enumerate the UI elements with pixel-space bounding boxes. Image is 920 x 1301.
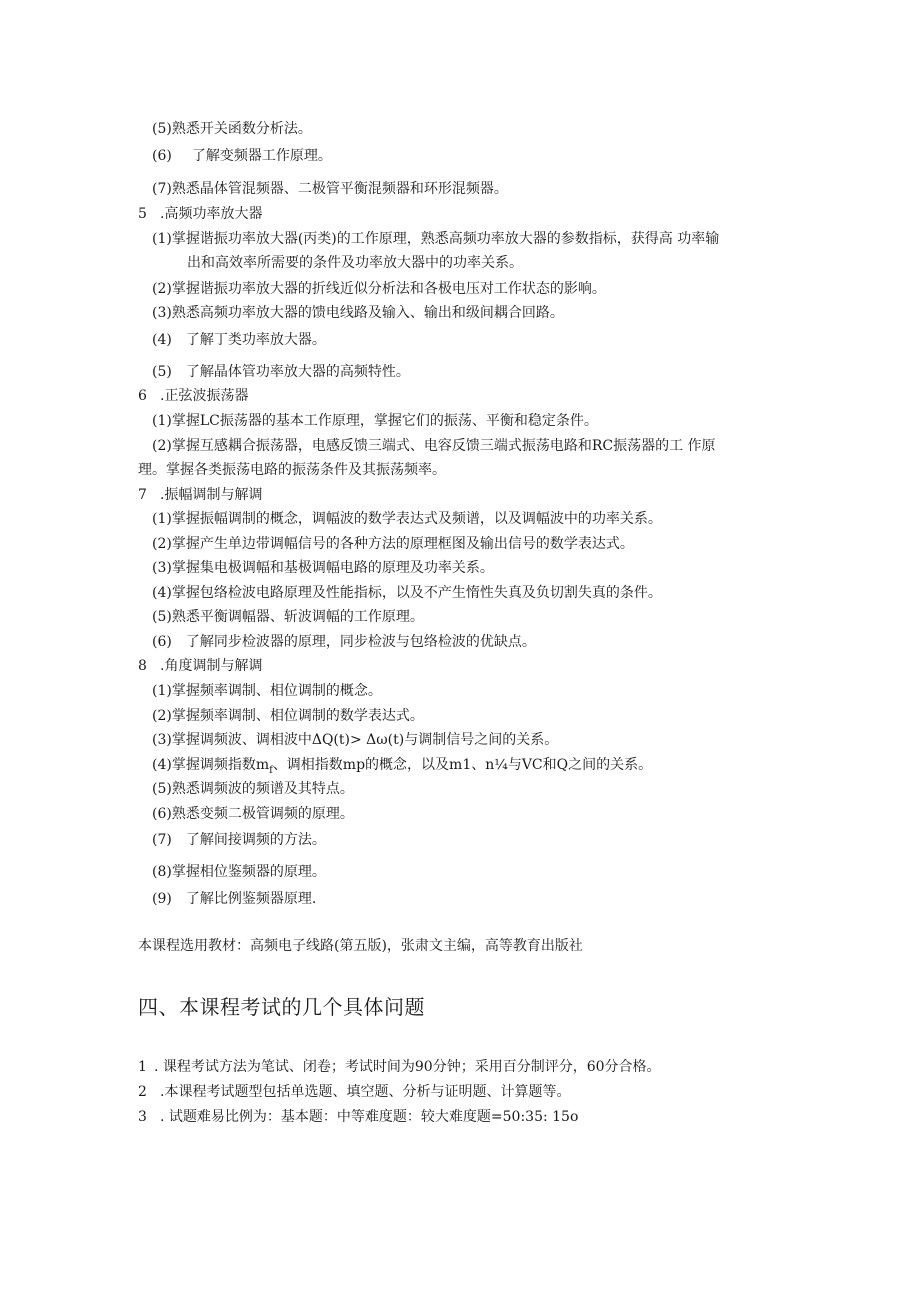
item-7-5: (5)熟悉平衡调幅器、斩波调幅的工作原理。 bbox=[152, 609, 424, 625]
item-7-2: (2)掌握产生单边带调幅信号的各种方法的原理框图及输出信号的数学表达式。 bbox=[152, 536, 634, 552]
section-6-title bbox=[138, 387, 248, 405]
section-number: 8 bbox=[138, 658, 147, 674]
item-5-3: (3)熟悉高频功率放大器的馈电线路及输入、输出和级间耦合回路。 bbox=[152, 305, 564, 321]
item-text: 了解变频器工作原理。 bbox=[191, 148, 332, 164]
exam-item-1 bbox=[138, 1058, 661, 1076]
textbook-note: 本课程选用教材：高频电子线路(第五版)，张肃文主编，高等教育出版社 bbox=[138, 938, 583, 954]
item-6-1: (1)掌握LC振荡器的基本工作原理，掌握它们的振荡、平衡和稳定条件。 bbox=[152, 413, 598, 429]
section-title: .振幅调制与解调 bbox=[160, 487, 263, 503]
exam-item-2 bbox=[138, 1083, 570, 1101]
item-8-7 bbox=[152, 831, 326, 849]
item-text: 了解同步检波器的原理，同步检波与包络检波的优缺点。 bbox=[185, 634, 536, 650]
item-number: 2 bbox=[138, 1084, 147, 1100]
item-text-post: 、调相指数mp的概念，以及m1、n¼与VC和Q之间的关系。 bbox=[272, 757, 653, 773]
item-number: (5) bbox=[152, 364, 172, 380]
item-4-5: (5)熟悉开关函数分析法。 bbox=[152, 121, 312, 137]
item-6-2-line1: (2)掌握互感耦合振荡器，电感反馈三端式、电容反馈三端式振荡电路和RC振荡器的工 作原 bbox=[152, 438, 716, 454]
item-text: .本课程考试题型包括单选题、填空题、分析与证明题、计算题等。 bbox=[160, 1084, 571, 1100]
item-4-7: (7)熟悉晶体管混频器、二极管平衡混频器和环形混频器。 bbox=[152, 181, 508, 197]
item-5-2: (2)掌握谐振功率放大器的折线近似分析法和各极电压对工作状态的影响。 bbox=[152, 281, 606, 297]
section-8-title bbox=[138, 657, 262, 675]
item-number: 3 bbox=[138, 1109, 147, 1125]
section-number: 5 bbox=[138, 206, 147, 222]
item-subscript: f bbox=[269, 764, 273, 776]
item-text-pre: (4)掌握调频指数m bbox=[152, 757, 270, 773]
section-title: .角度调制与解调 bbox=[160, 658, 263, 674]
item-text: 了解间接调频的方法。 bbox=[185, 832, 326, 848]
item-number: (7) bbox=[152, 832, 172, 848]
section-title: .高频功率放大器 bbox=[160, 206, 263, 222]
item-8-9 bbox=[152, 890, 316, 908]
item-6-2-line2: 理。掌握各类振荡电路的振荡条件及其振荡频率。 bbox=[138, 462, 446, 478]
item-text: 了解比例鉴频器原理. bbox=[185, 891, 317, 907]
item-8-4 bbox=[152, 756, 652, 780]
item-8-5: (5)熟悉调频波的频谱及其特点。 bbox=[152, 781, 354, 797]
item-number: (4) bbox=[152, 332, 172, 348]
item-number: (6) bbox=[152, 634, 172, 650]
item-text: . 试题难易比例为：基本题：中等难度题：较大难度题=50:35: 15o bbox=[160, 1109, 579, 1125]
section-heading-4: 四、本课程考试的几个具体问题 bbox=[138, 995, 425, 1019]
item-8-2: (2)掌握频率调制、相位调制的数学表达式。 bbox=[152, 708, 424, 724]
item-5-1-line1: (1)掌握谐振功率放大器(丙类)的工作原理，熟悉高频功率放大器的参数指标，获得高 功率输 bbox=[152, 231, 720, 247]
item-5-5 bbox=[152, 363, 410, 381]
item-7-4: (4)掌握包络检波电路原理及性能指标，以及不产生惰性失真及负切割失真的条件。 bbox=[152, 585, 662, 601]
item-text: 了解晶体管功率放大器的高频特性。 bbox=[185, 364, 410, 380]
item-8-1: (1)掌握频率调制、相位调制的概念。 bbox=[152, 683, 382, 699]
item-7-3: (3)掌握集电极调幅和基极调幅电路的原理及功率关系。 bbox=[152, 560, 494, 576]
item-7-6 bbox=[152, 633, 536, 651]
item-number: 1 bbox=[138, 1059, 147, 1075]
item-8-8: (8)掌握相位鉴频器的原理。 bbox=[152, 864, 326, 880]
item-text: 了解丁类功率放大器。 bbox=[185, 332, 326, 348]
item-5-1-line2: 出和高效率所需要的条件及功率放大器中的功率关系。 bbox=[187, 255, 523, 271]
item-number: (9) bbox=[152, 891, 172, 907]
item-4-6 bbox=[152, 147, 332, 165]
item-text: . 课程考试方法为笔试、闭卷；考试时间为90分钟；采用百分制评分，60分合格。 bbox=[154, 1059, 661, 1075]
section-number: 7 bbox=[138, 487, 147, 503]
item-8-3: (3)掌握调频波、调相波中ΔQ(t)> Δω(t)与调制信号之间的关系。 bbox=[152, 732, 559, 748]
section-number: 6 bbox=[138, 388, 147, 404]
exam-item-3 bbox=[138, 1108, 578, 1126]
item-number: (6) bbox=[152, 148, 172, 164]
section-5-title bbox=[138, 205, 262, 223]
section-7-title bbox=[138, 486, 262, 504]
item-7-1: (1)掌握振幅调制的概念，调幅波的数学表达式及频谱，以及调幅波中的功率关系。 bbox=[152, 511, 662, 527]
item-8-6: (6)熟悉变频二极管调频的原理。 bbox=[152, 806, 354, 822]
section-title: .正弦波振荡器 bbox=[160, 388, 249, 404]
item-5-4 bbox=[152, 331, 326, 349]
